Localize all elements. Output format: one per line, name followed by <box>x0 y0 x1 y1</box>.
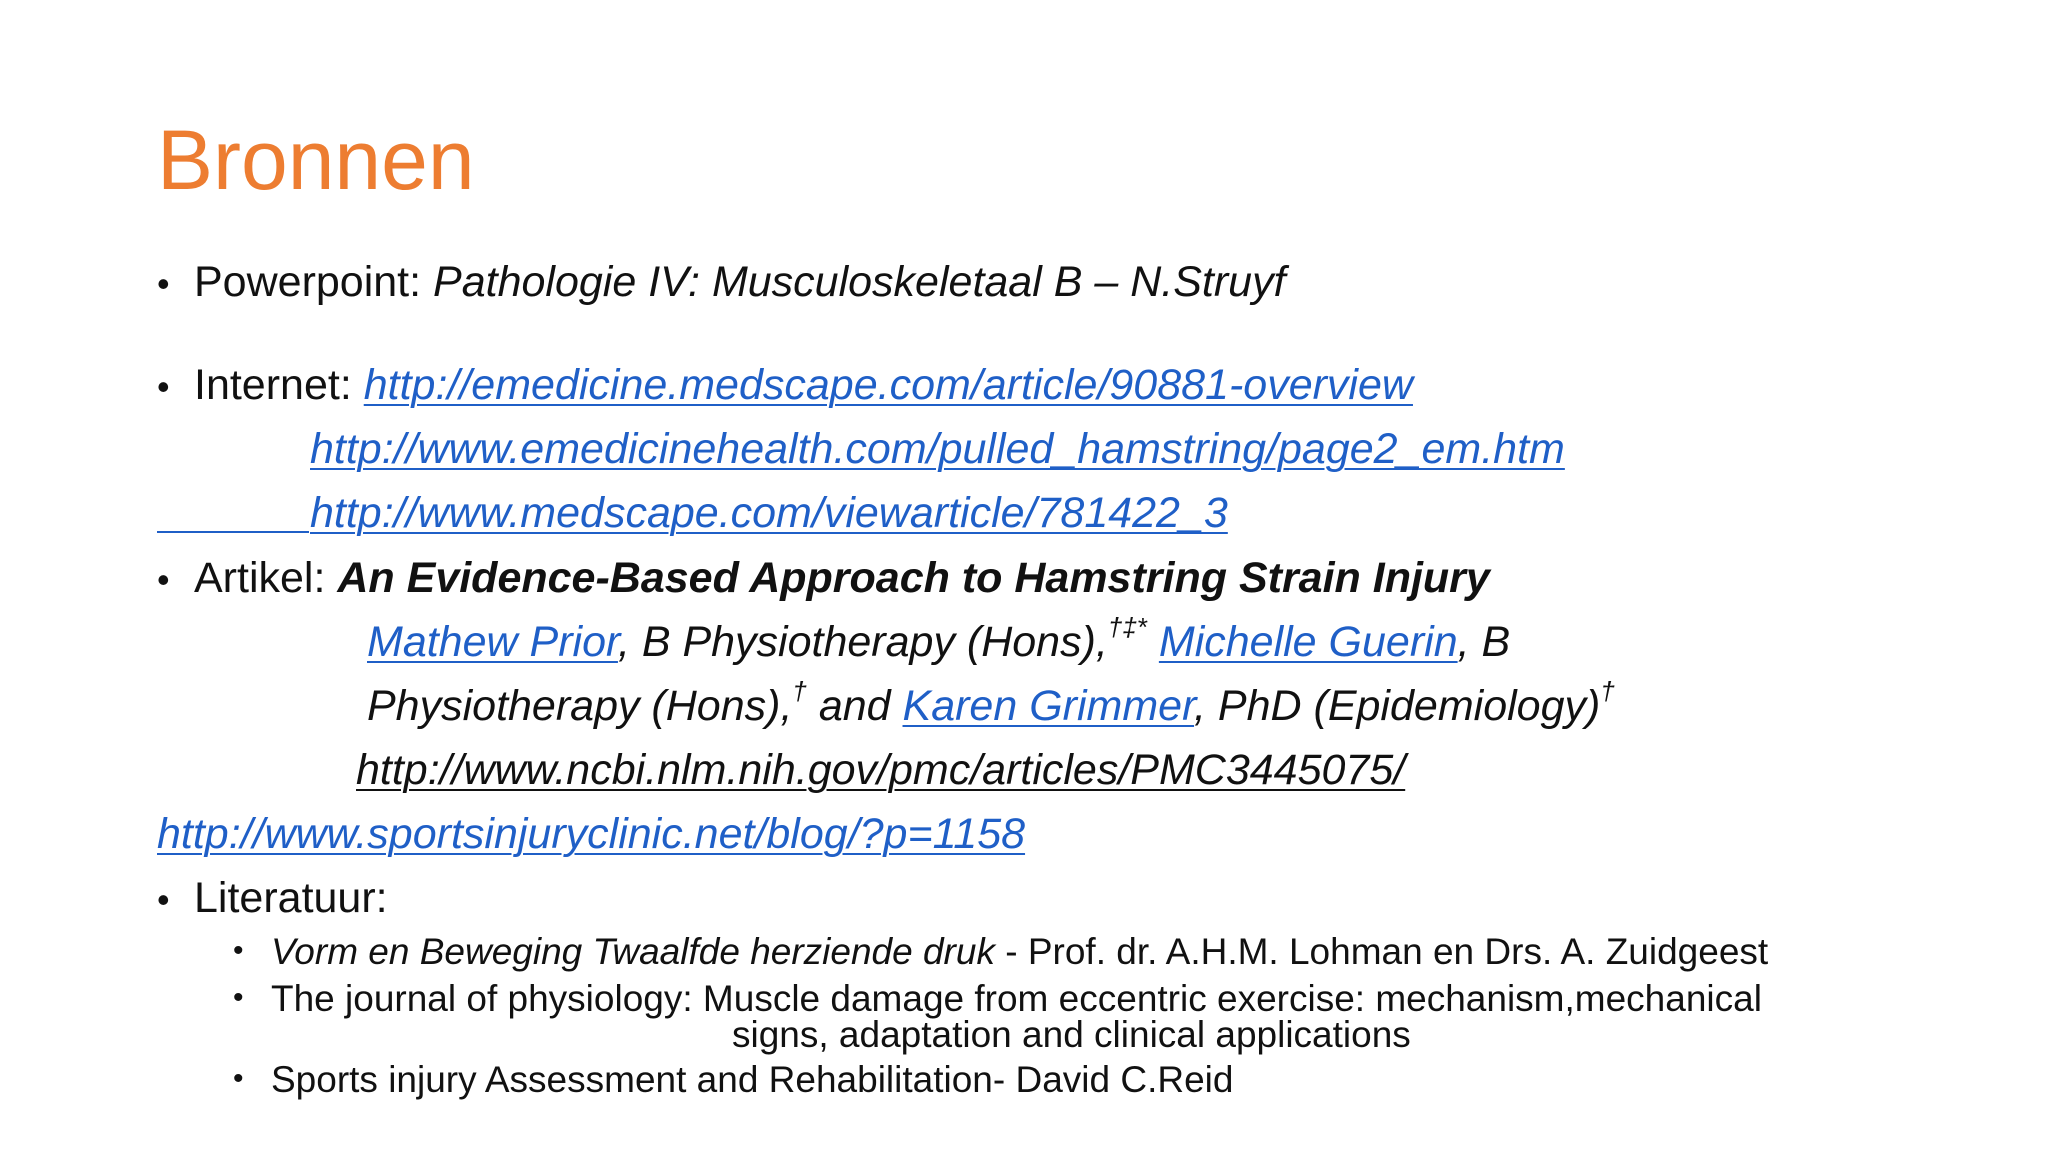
internet-link-1[interactable]: http://emedicine.medscape.com/article/90881-overview <box>363 361 1413 409</box>
artikel-authors-line-2 <box>367 676 1615 730</box>
powerpoint-title: Pathologie IV: Musculoskeletaal B – N.Struyf <box>433 258 1286 306</box>
author2-marks: † <box>792 676 807 706</box>
author3-degree: , PhD (Epidemiology) <box>1194 682 1601 730</box>
author2-degree-b: Physiotherapy (Hons), <box>367 682 793 730</box>
bullet: • <box>157 263 170 304</box>
author-link-karen-grimmer[interactable]: Karen Grimmer <box>902 682 1195 730</box>
bullet: • <box>157 559 170 600</box>
bullet: • <box>157 879 170 920</box>
artikel-source <box>194 554 1490 602</box>
literatuur-item-2-line-1: The journal of physiology: Muscle damage from eccentric exercise: mechanism,mechanical <box>271 978 1762 1019</box>
literatuur-item-1 <box>271 933 1768 970</box>
extra-link-line <box>157 810 1026 858</box>
author2-degree-a: , B <box>1457 618 1511 666</box>
author3-marks: † <box>1600 676 1615 706</box>
artikel-authors-line-1 <box>367 612 1511 666</box>
literatuur-heading <box>194 874 388 922</box>
literatuur-item-2-line-2: signs, adaptation and clinical applications <box>732 1014 1411 1055</box>
literatuur-item-3: Sports injury Assessment and Rehabilitation- David C.Reid <box>271 1059 1234 1100</box>
link-underline-extension <box>157 531 309 533</box>
author1-marks: †‡* <box>1107 612 1147 642</box>
powerpoint-source <box>194 258 1286 306</box>
artikel-url-line <box>356 746 1406 794</box>
and-text: and <box>806 682 903 730</box>
internet-link-2[interactable]: http://www.emedicinehealth.com/pulled_hamstring/page2_em.htm <box>310 425 1565 473</box>
sub-bullet: • <box>233 981 244 1014</box>
internet-link-3[interactable]: http://www.medscape.com/viewarticle/781422_3 <box>310 489 1228 537</box>
sub-bullet: • <box>233 934 244 967</box>
sub-bullet: • <box>233 1062 244 1095</box>
internet-label: Internet: <box>194 361 364 409</box>
powerpoint-label: Powerpoint: <box>194 258 434 306</box>
literatuur-item-1-rest: - Prof. dr. A.H.M. Lohman en Drs. A. Zuidgeest <box>994 931 1769 972</box>
artikel-label: Artikel: <box>194 554 338 602</box>
literatuur-label: Literatuur: <box>194 874 388 922</box>
bullet: • <box>157 366 170 407</box>
internet-source-3 <box>310 489 1228 537</box>
artikel-url-link[interactable]: http://www.ncbi.nlm.nih.gov/pmc/articles/PMC3445075/ <box>356 746 1406 794</box>
author1-degree: , B Physiotherapy (Hons), <box>617 618 1108 666</box>
author-link-mathew-prior[interactable]: Mathew Prior <box>367 618 618 666</box>
author-link-michelle-guerin[interactable]: Michelle Guerin <box>1158 618 1458 666</box>
page-title: Bronnen <box>157 113 475 207</box>
internet-source <box>194 361 1413 409</box>
internet-source-2 <box>310 425 1565 473</box>
sportsinjury-link[interactable]: http://www.sportsinjuryclinic.net/blog/?p=1158 <box>157 810 1026 858</box>
artikel-title: An Evidence-Based Approach to Hamstring Strain Injury <box>337 554 1490 602</box>
literatuur-item-1-title: Vorm en Beweging Twaalfde herziende druk <box>271 931 995 972</box>
